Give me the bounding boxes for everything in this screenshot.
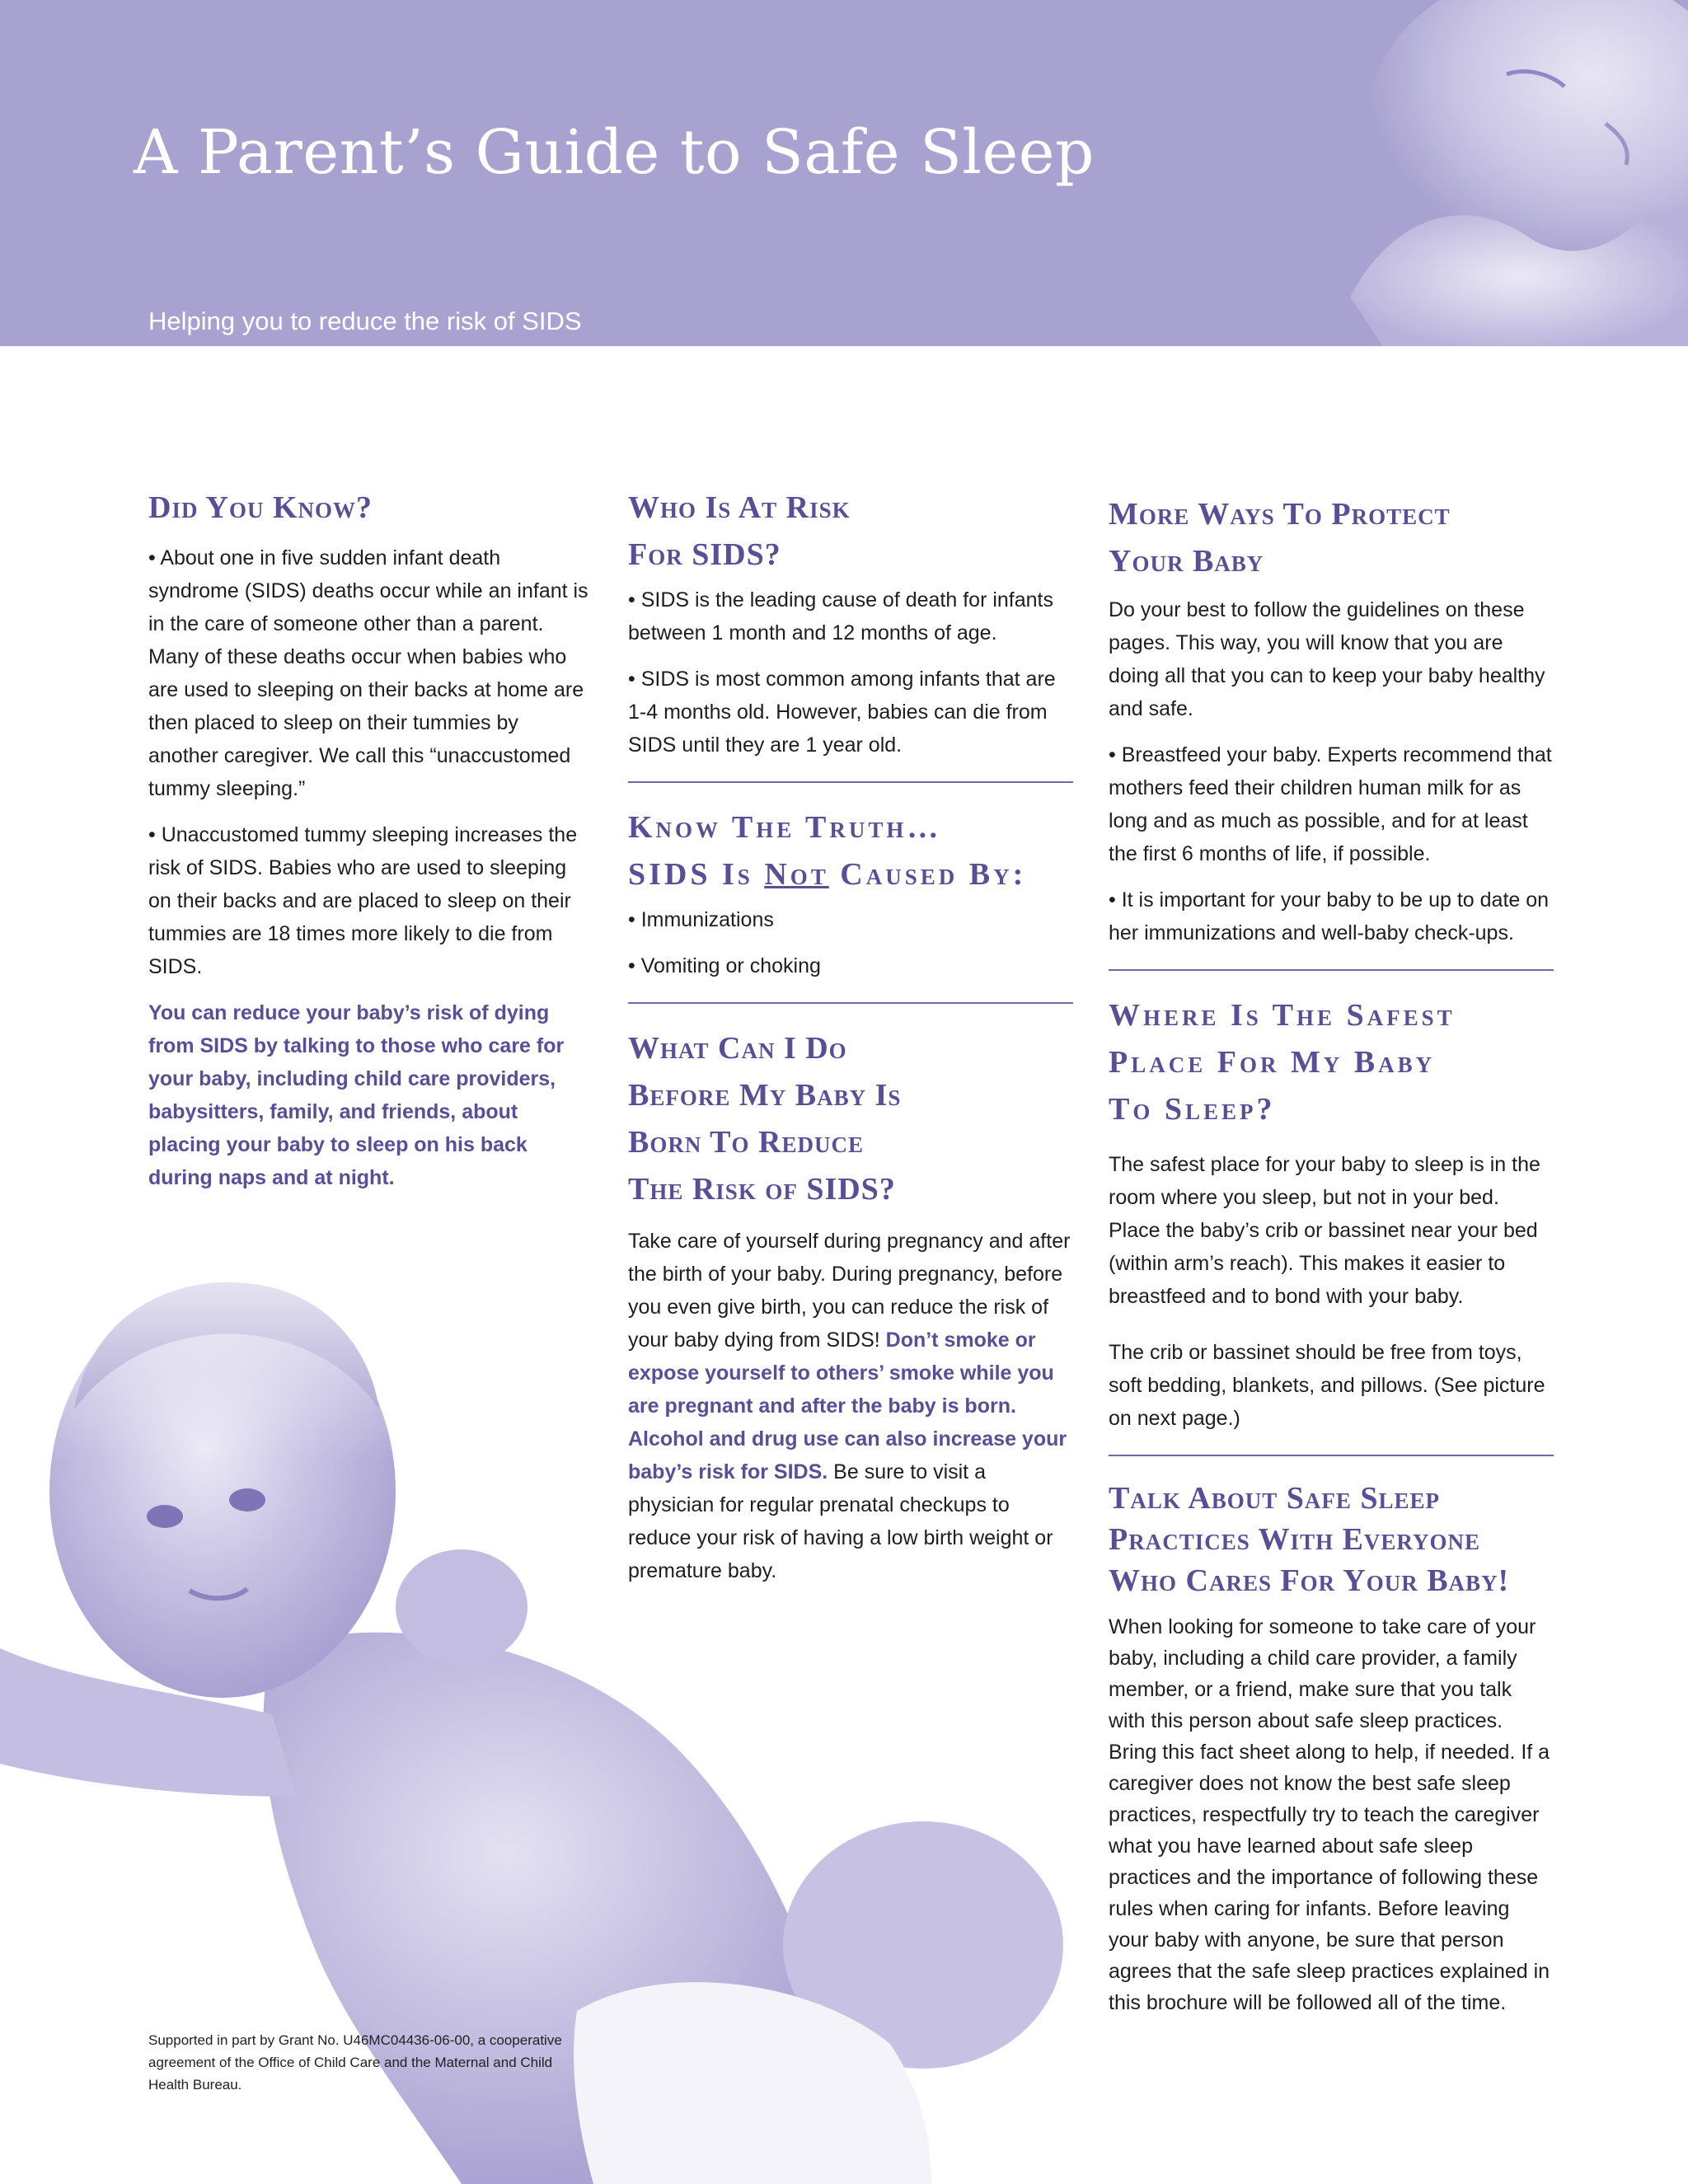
protect-column (1109, 485, 1554, 2032)
talk-about-safe-sleep-heading: Talk About Safe Sleep Practices With Everyone Who Cares For Your Baby! (1109, 1481, 1510, 1598)
unaccustomed-deaths-text: • About one in five sudden infant death syndrome (SIDS) deaths occur while an infant is in the care of someone other than a parent. Many of these deaths occur when babies who are used to sleeping on their backs at home are then placed to sleep on their tummies by another caregiver. We call this “unaccustomed tummy sleeping.” (148, 546, 588, 800)
who-is-at-risk-heading: Who Is At Risk For SIDS? (628, 490, 851, 572)
section-divider (628, 1002, 1073, 1004)
list-item-vomiting: • Vomiting or choking (628, 954, 821, 977)
more-ways-heading: More Ways To Protect Your Baby (1109, 497, 1451, 579)
section-divider (628, 781, 1073, 783)
most-common-age-text: • SIDS is most common among infants that are 1-4 months old. However, babies can die from SIDS until they are 1 year old. (628, 668, 1056, 757)
safest-place-text: The safest place for your baby to sleep is in the room where you sleep, but not in your bed. Place the baby’s crib or bassinet near your bed (within arm’s reach). This makes it easier to breastfeed and to bond with your baby. (1109, 1153, 1540, 1308)
list-item-immunizations: • Immunizations (628, 908, 774, 931)
what-can-i-do-heading: What Can I Do Before My Baby Is Born To Reduce The Risk of SIDS? (628, 1031, 902, 1207)
risk-column (628, 485, 1073, 1601)
leading-cause-text: • SIDS is the leading cause of death for infants between 1 month and 12 months of age. (628, 588, 1054, 644)
section-divider (1109, 969, 1554, 971)
page-title: A Parent’s Guide to Safe Sleep (134, 117, 1095, 188)
page-subtitle: Helping you to reduce the risk of SIDS (148, 307, 582, 335)
grant-footnote: Supported in part by Grant No. U46MC04436-06-00, a cooperative agreement of the Office of Child Care and the Maternal and Child Health Bureau. (148, 2032, 562, 2093)
fact-sheet-text: Bring this fact sheet along to help, if needed. If a caregiver does not know the best safe sleep practices, respectfully try to teach the caregiver what you have learned about safe sleep practices and the importance of following these rules when caring for infants. Before leaving your baby with anyone, be sure that person agrees that the safe sleep practices explained in this brochure will be followed all of the time. (1109, 1741, 1550, 2014)
smoke-warning-text: Don’t smoke or expose yourself to others’ smoke while you are pregnant and after the baby is born. Alcohol and drug use can also increase your baby’s risk for SIDS. (628, 1329, 1067, 1483)
caregiver-talk-text: When looking for someone to take care of your baby, including a child care provider, a family member, or a friend, make sure that you talk with this person about safe sleep practices. (1109, 1615, 1536, 1732)
did-you-know-heading: Did You Know? (148, 490, 373, 525)
did-you-know-column (148, 485, 593, 1207)
tummy-sleeping-risk-text: • Unaccustomed tummy sleeping increases the risk of SIDS. Babies who are used to sleeping on their backs and are placed to sleep on their tummies are 18 times more likely to die from SIDS. (148, 823, 578, 978)
know-the-truth-heading: Know The Truth… SIDS Is Not Caused By: (628, 810, 1027, 892)
newborn-photo (1259, 0, 1688, 346)
pregnancy-advice-text: Take care of yourself during pregnancy and after the birth of your baby. During pregnancy, before you even give birth, you can reduce the risk of your baby dying from SIDS! Don’t smoke or expose yourself to others’ smoke while you are pregnant and after the baby is born. Alcohol and drug use can also increase your baby’s risk for SIDS. Be sure to visit a physician for regular prenatal checkups to reduce your risk of having a low birth weight or premature baby. (628, 1230, 1071, 1582)
breastfeed-text: • Breastfeed your baby. Experts recommend that mothers feed their children human milk for as long and as much as possible, and for at least the first 6 months of life, if possible. (1109, 743, 1552, 865)
guidelines-intro-text: Do your best to follow the guidelines on these pages. This way, you will know that you are doing all that you can to keep your baby healthy and safe. (1109, 598, 1545, 720)
crib-free-text: The crib or bassinet should be free from toys, soft bedding, blankets, and pillows. (See picture on next page.) (1109, 1341, 1545, 1430)
immunizations-checkups-text: • It is important for your baby to be up to date on her immunizations and well-baby check-ups. (1109, 888, 1550, 944)
safest-place-heading: Where Is The Safest Place For My Baby To Sleep? (1109, 998, 1456, 1127)
section-divider (1109, 1455, 1554, 1456)
header-banner (0, 0, 1688, 346)
reduce-risk-callout: You can reduce your baby’s risk of dying from SIDS by talking to those who care for your baby, including child care providers, babysitters, family, and friends, about placing your baby to sleep on his back during naps and at night. (148, 1001, 565, 1189)
